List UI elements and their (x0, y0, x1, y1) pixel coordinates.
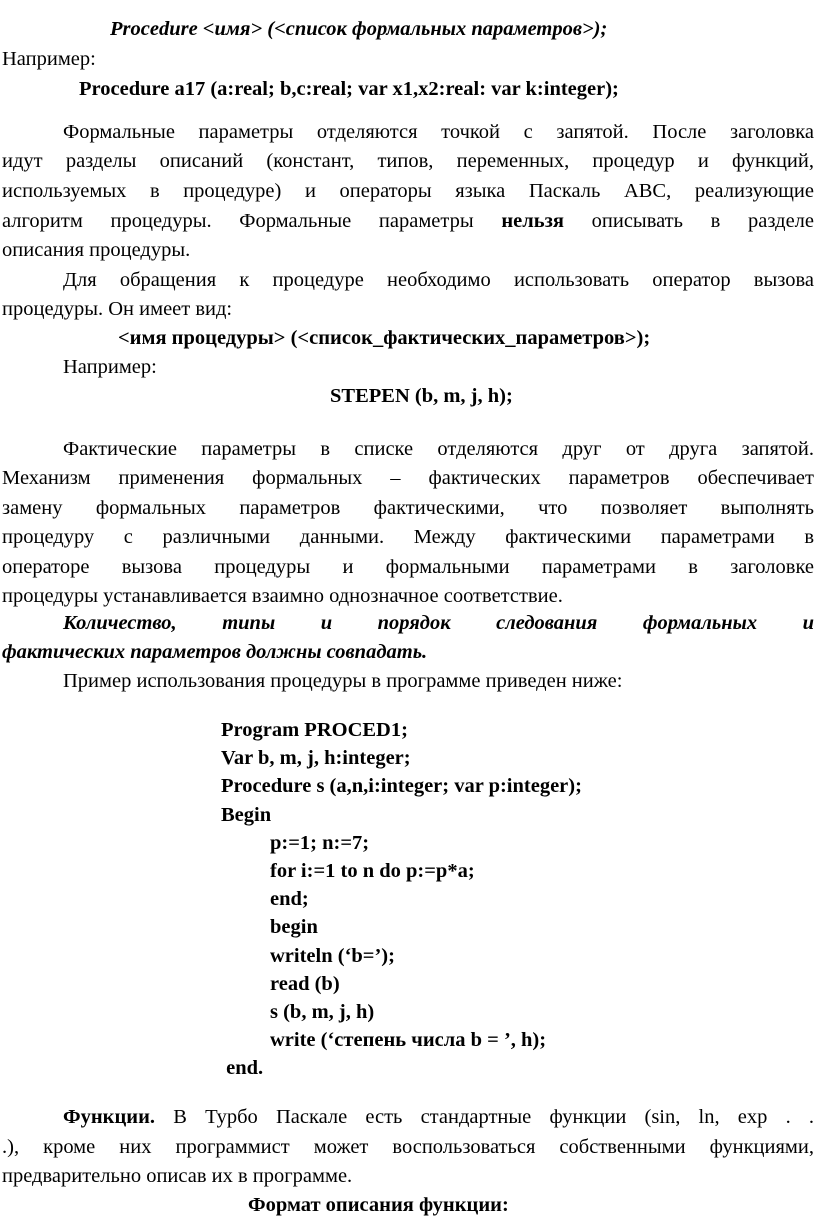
code-line: Var b, m, j, h:integer; (221, 747, 411, 770)
code-line: p:=1; n:=7; (270, 831, 370, 854)
code-line: for i:=1 to n do p:=p*a; (270, 860, 475, 883)
text-line: описания процедуры. (2, 239, 191, 261)
code-line: Program PROCED1; (221, 719, 408, 741)
text-line: процедуры устанавливается взаимно однозначное соответствие. (2, 585, 563, 607)
text-line: Количество, типы и порядок следования формальных и (63, 612, 814, 634)
example-intro: Пример использования процедуры в программе приведен ниже: (63, 670, 623, 692)
call-syntax: <имя процедуры> (<список_фактических_параметров>); (118, 327, 651, 349)
example-declaration: Procedure a17 (a:real; b,c:real; var x1,x2:real: var k:integer); (79, 78, 619, 100)
format-heading: Формат описания функции: (248, 1194, 509, 1216)
code-line: write (‘степень числа b = ’, h); (270, 1029, 547, 1052)
code-line: read (b) (270, 972, 340, 995)
text-line (2, 207, 814, 235)
text-line: процедуры. Он имеет вид: (2, 298, 233, 320)
code-line: s (b, m, j, h) (270, 1001, 375, 1024)
text-line: замену формальных параметров фактическими, что позволяет выполнять (2, 497, 814, 519)
text-line: Механизм применения формальных – фактических параметров обеспечивает (2, 467, 814, 489)
emphasis-word: нельзя (501, 210, 564, 232)
syntax-heading: Procedure <имя> (<список формальных параметров>); (110, 18, 608, 40)
text-line: идут разделы описаний (констант, типов, переменных, процедур и функций, (2, 150, 814, 172)
code-line: Procedure s (a,n,i:integer; var p:integer); (221, 775, 582, 798)
code-line: begin (270, 916, 318, 939)
text-line: операторе вызова процедуры и формальными параметрами в заголовке (2, 556, 814, 578)
text-span: алгоритм процедуры. Формальные параметры (2, 210, 474, 232)
example-label: Например: (2, 48, 96, 70)
text-line: предварительно описав их в программе. (2, 1165, 353, 1187)
functions-title: Функции. (63, 1106, 156, 1128)
code-listing (221, 716, 582, 1083)
example-call: STEPEN (b, m, j, h); (330, 385, 513, 407)
example-label: Например: (63, 356, 157, 378)
text-line: .), кроме них программист может воспользоваться собственными функциями, (2, 1136, 814, 1158)
code-line: end; (270, 888, 309, 911)
text-span: В Турбо Паскале есть стандартные функции (sin, ln, exp . . (173, 1106, 815, 1128)
code-line: end. (221, 1057, 264, 1080)
text-line (63, 1103, 814, 1131)
code-line: writeln (‘b=’); (270, 944, 395, 967)
text-line: Для обращения к процедуре необходимо использовать оператор вызова (63, 269, 814, 291)
text-line: используемых в процедуре) и операторы языка Паскаль ABC, реализующие (2, 180, 814, 202)
text-line: Фактические параметры в списке отделяются друг от друга запятой. (63, 438, 814, 460)
text-line: Формальные параметры отделяются точкой с запятой. После заголовка (63, 121, 814, 143)
text-span: описывать в разделе (591, 210, 814, 232)
code-line: Begin (221, 803, 272, 826)
text-line: процедуру с различными данными. Между фактическими параметрами в (2, 526, 814, 548)
text-line: фактических параметров должны совпадать. (2, 641, 428, 663)
